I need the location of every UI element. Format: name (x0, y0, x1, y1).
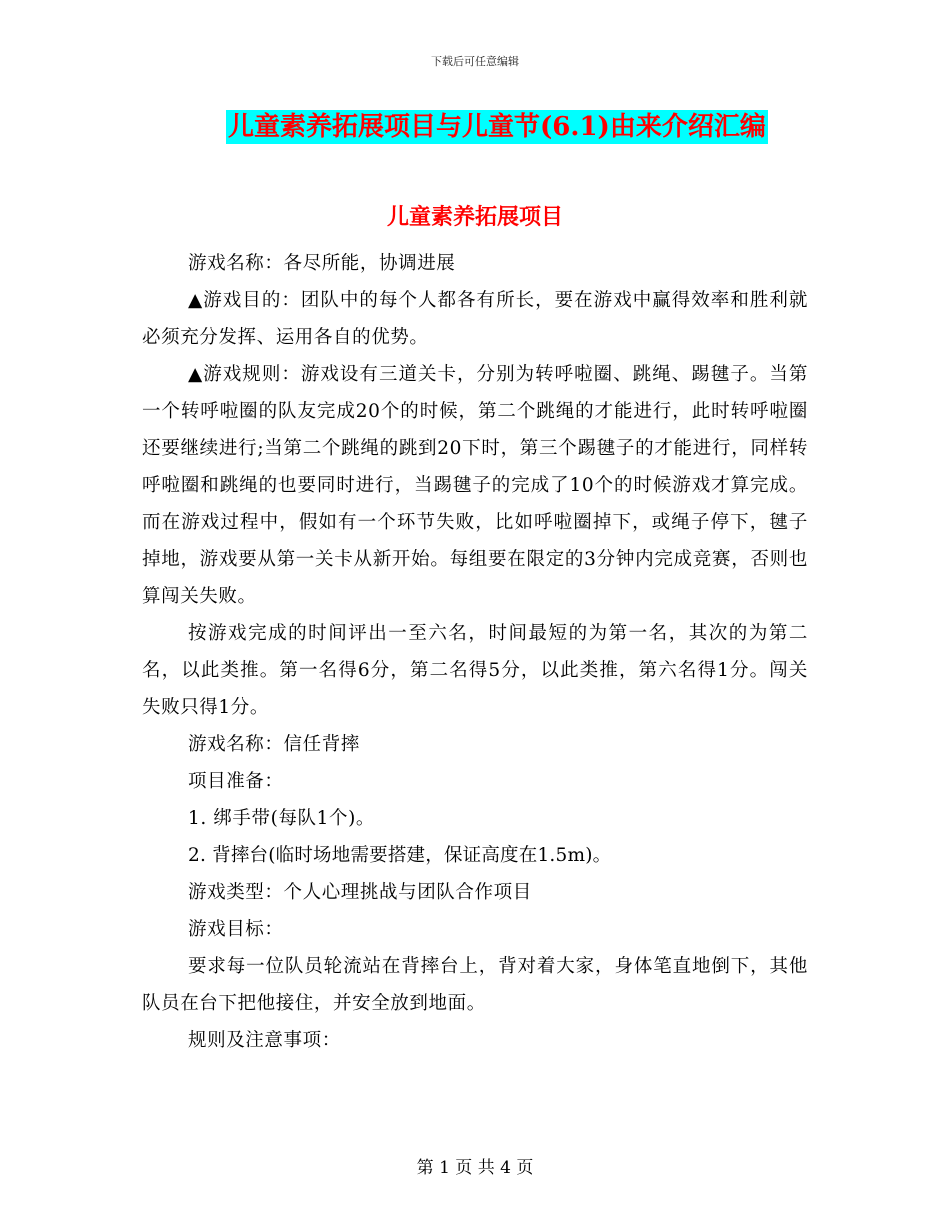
paragraph-game-goal: 游戏目标： (188, 919, 284, 940)
list-item-preparation-1: 1. 绑手带(每队1个)。 (188, 808, 376, 829)
paragraph-game-name-1: 游戏名称：各尽所能，协调进展 (188, 253, 456, 274)
document-body (142, 245, 808, 1059)
paragraph-rules-notes: 规则及注意事项： (188, 1030, 341, 1051)
paragraph-scoring: 按游戏完成的时间评出一至六名，时间最短的为第一名，其次的为第二名，以此类推。第一名得6分，第二名得5分，以此类推，第六名得1分。闯关失败只得1分。 (142, 623, 808, 718)
page-number: 第 1 页 共 4 页 (416, 1158, 534, 1178)
document-title: 儿童素养拓展项目与儿童节(6.1)由来介绍汇编 (228, 112, 766, 142)
list-item-preparation-2: 2. 背摔台(临时场地需要搭建，保证高度在1.5m)。 (188, 845, 612, 866)
paragraph-game-purpose: ▲游戏目的：团队中的每个人都各有所长，要在游戏中赢得效率和胜利就必须充分发挥、运用各自的优势。 (142, 290, 808, 348)
section-title: 儿童素养拓展项目 (386, 204, 563, 230)
paragraph-requirement: 要求每一位队员轮流站在背摔台上，背对着大家，身体笔直地倒下，其他队员在台下把他接住，并安全放到地面。 (142, 956, 808, 1014)
paragraph-game-name-2: 游戏名称：信任背摔 (188, 734, 360, 755)
paragraph-game-rules: ▲游戏规则：游戏设有三道关卡，分别为转呼啦圈、跳绳、踢毽子。当第一个转呼啦圈的队友完成20个的时候，第二个跳绳的才能进行，此时转呼啦圈还要继续进行;当第二个跳绳的跳到20下时，第三个踢毽子的才能进行，同样转呼啦圈和跳绳的也要同时进行，当踢毽子的完成了10个的时候游戏才算完成。而在游戏过程中，假如有一个环节失败，比如呼啦圈掉下，或绳子停下，毽子掉地，游戏要从第一关卡从新开始。每组要在限定的3分钟内完成竞赛，否则也算闯关失败。 (142, 364, 808, 607)
header-note: 下载后可任意编辑 (431, 55, 519, 68)
paragraph-preparation: 项目准备： (188, 771, 284, 792)
paragraph-game-type: 游戏类型：个人心理挑战与团队合作项目 (188, 882, 532, 903)
